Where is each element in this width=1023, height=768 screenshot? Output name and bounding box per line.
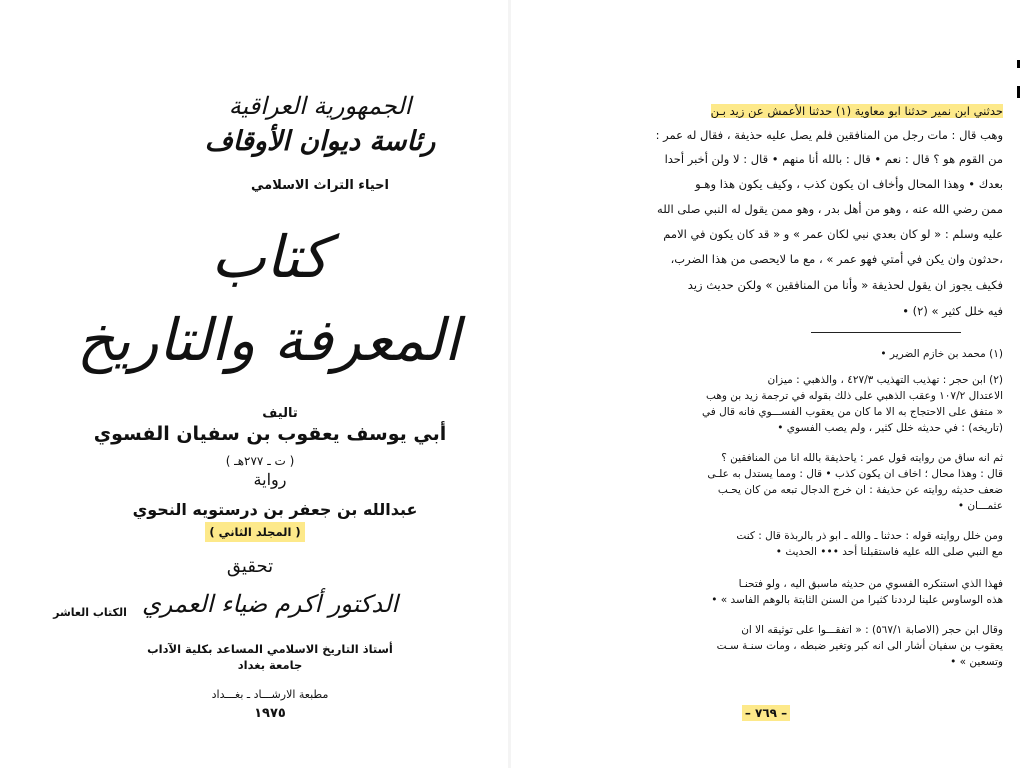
footnote-line: هذه الوساوس علينا لرددنا كثيرا من السنن الثابتة بالوهم الفاسد » • [711,594,1003,606]
publication-year: ١٩٧٥ [254,706,286,721]
presidency-heading: رئاسة ديوان الأوقاف [204,126,436,157]
footnote-line: (١) محمد بن خازم الضرير • [880,348,1003,360]
footnote-line: (٢) ابن حجر : تهذيب التهذيب ٤٢٧/٣ ، والذهبي : ميزان [767,374,1003,386]
footnote-line: ثم انه ساق من روايته قول عمر : ياحذيفة بالله انا من المنافقين ؟ [721,452,1003,464]
author-death-date: ( ت ـ ٢٧٧هـ ) [225,454,295,468]
body-line: ،حدثون وان يكن في أمتي فهو عمر » ، مع ما لايحصى من هذا الضرب، [670,252,1003,266]
body-line: من القوم هو ؟ قال : نعم • قال : بالله أنا منهم • قال : لا ولن أخبر أحدا [664,152,1003,166]
volume-highlight: ( المجلد الثاني ) [205,522,304,542]
university-name: جامعة بغداد [237,658,303,672]
narration-label: رواية [253,470,287,489]
footnote-line: (تاريخه) : في حديثه خلل كثير ، ولم يصب الفسوي • [777,422,1003,434]
footnote-line: ومن خلل روايته قوله : حدثنا ـ والله ـ ابو ذر بالربذة قال : كنت [736,530,1003,542]
title-page [0,0,511,768]
press-name: مطبعة الارشـــاد ـ بغـــداد [211,688,329,701]
footnote-line: يعقوب بن سفيان أشار الى انه كبر وتغير ضبطه ، ومات سنـة سـت [716,640,1003,652]
footnote-line: وقال ابن حجر (الاصابة ٥٦٧/١) : « اتفقـــوا على توثيقه الا ان [741,624,1003,636]
body-line: ممن رضي الله عنه ، وهو من أهل بدر ، وهو ممن يقول له النبي صلى الله [657,202,1003,216]
footnote-line: عثمـــان • [957,500,1003,512]
footnote-line: ضعف حديثه روايته عن حذيفة : ان خرج الدجال تبعه من كان يحـب [717,484,1003,496]
footnote-line: « متفق على الاحتجاج به الا ما كان من يعقوب الفســـوي فانه قال في [702,406,1003,418]
footnote-line: قال : وهذا محال ؛ اخاف ان يكون كذب • قال : ومما يستدل به علـى [707,468,1003,480]
narrator-name: عبدالله بن جعفر بن درستويه النحوي [132,500,418,519]
editing-label: تحقيق [226,556,274,577]
body-line: وهب قال : مات رجل من المنافقين فلم يصل عليه حذيفة ، فقال له عمر : [655,128,1003,142]
footnote-separator [811,332,961,333]
editor-title: أستاذ التاريخ الاسلامي المساعد بكلية الآداب [147,642,393,656]
republic-heading: الجمهورية العراقية [228,92,412,120]
text-page [511,0,1023,768]
volume-label [205,525,305,539]
scan-edge-marks [1017,60,1023,110]
footnote-line: فهذا الذي استنكره الفسوي من حديثه ماسبق اليه ، ولو فتحنـا [738,578,1003,590]
editor-name: الدكتور أكرم ضياء العمري [142,590,398,618]
body-line: فكيف يجوز ان يقول لحذيفة « وأنا من المنافقين » ولكن حديث زيد [687,278,1003,292]
book-title-main: المعرفة والتاريخ [76,306,460,374]
body-line: بعدك • وهذا المحال وأخاف ان يكون كذب ، وكيف يكون هذا وهـو [695,177,1003,191]
footnote-line: وتسعين » • [950,656,1003,668]
footnote-line: الاعتدال ١٠٧/٢ وعقب الذهبي على ذلك بقوله في ترجمة زيد بن وهب [706,390,1003,402]
book-number: الكتاب العاشر [53,606,127,619]
heritage-heading: احياء التراث الاسلامي [251,178,389,193]
page-number: – ٧٦٩ – [726,706,806,720]
body-line: حدثني ابن نمير حدثنا ابو معاوية (١) حدثنا الأعمش عن زيد بـن [710,104,1003,118]
authorship-label: تاليف [262,406,298,421]
body-line: عليه وسلم : « لو كان بعدي نبي لكان عمر » و « قد كان يكون في الامم [663,227,1003,241]
author-name: أبي يوسف يعقوب بن سفيان الفسوي [93,423,447,445]
footnote-line: مع النبي صلى الله عليه فاستقبلنا أحد ••• الحديث • [775,546,1003,558]
book-title-top: كتاب [211,223,329,291]
body-line: فيه خلل كثير » (٢) • [902,304,1003,318]
